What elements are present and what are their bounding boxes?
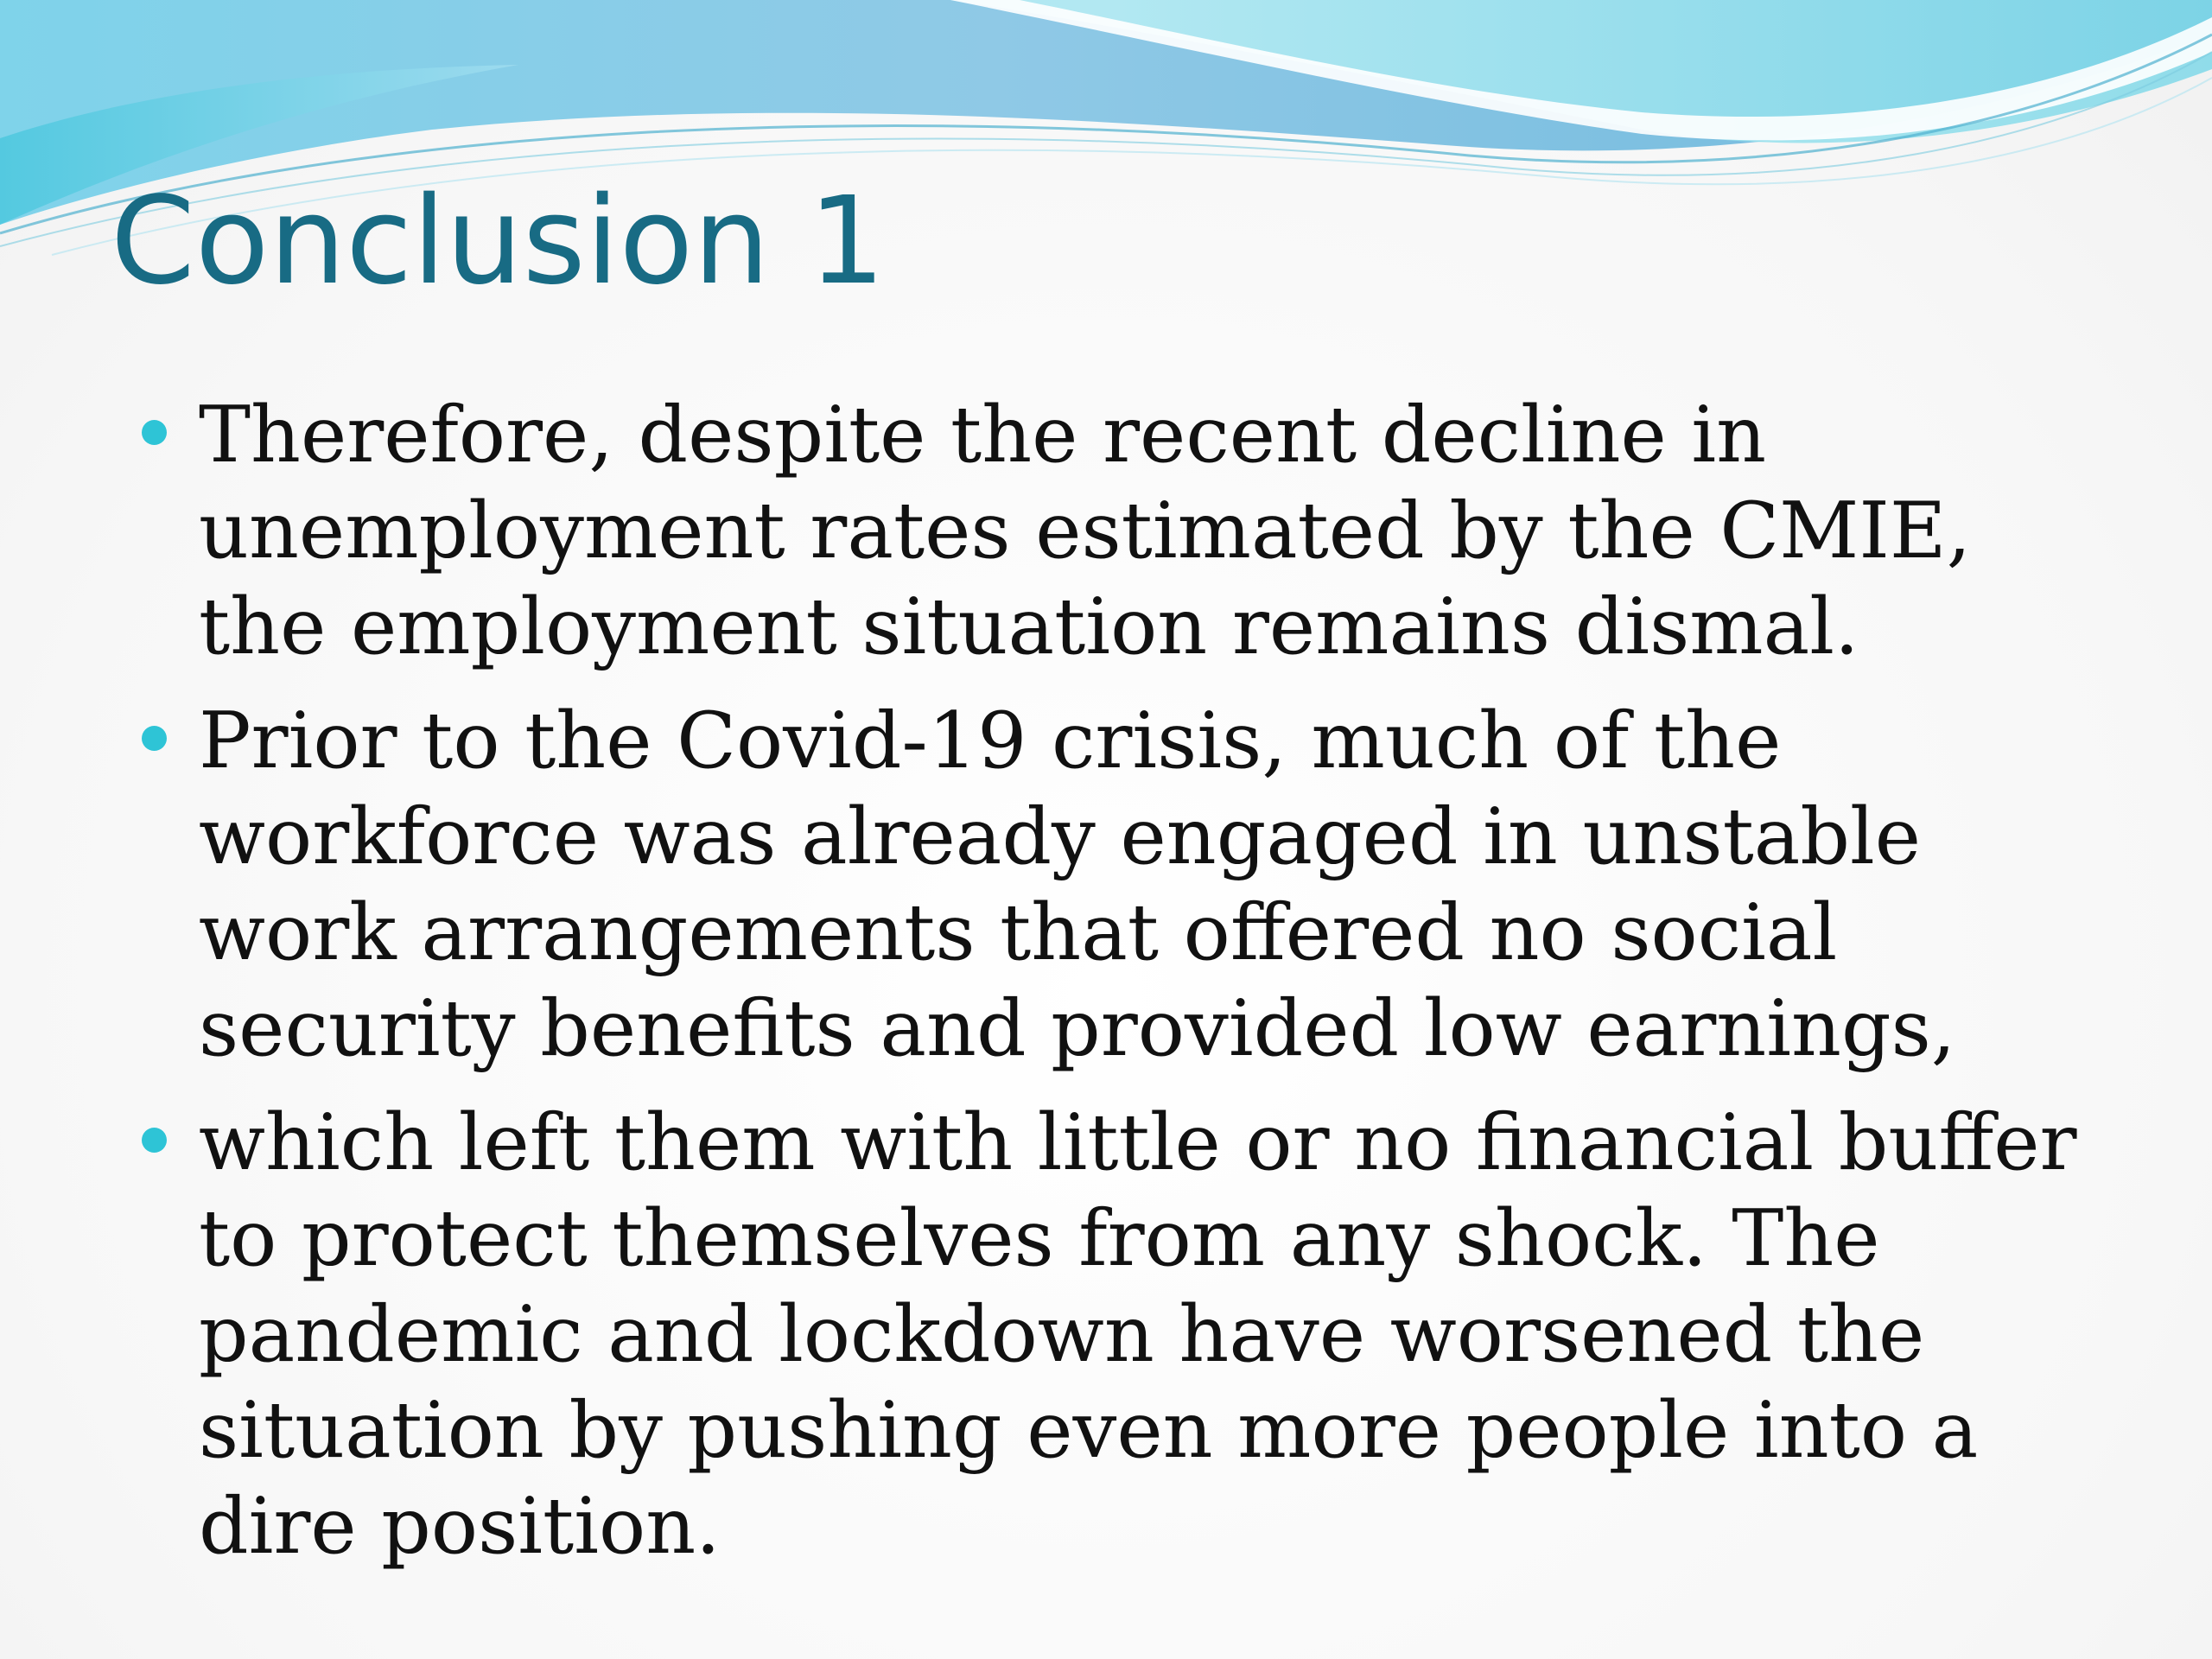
bullet-text: Prior to the Covid-19 crisis, much of the workforce was already engaged in unstable work arrangements that offered no social security benefits and provided low earnings, [199,696,1956,1074]
bullet-list [138,387,2108,1592]
bullet-text: which left them with little or no financial buffer to protect themselves from any shock. The pandemic and lockdown have worsened the situation by pushing even more people into a dire position. [199,1097,2077,1572]
bullet-item [138,387,2108,675]
bullet-dot-icon [142,1128,167,1153]
slide-title: Conclusion 1 [111,171,886,312]
bullet-item [138,693,2108,1077]
bullet-dot-icon [142,726,167,751]
bullet-text: Therefore, despite the recent decline in unemployment rates estimated by the CMIE, the employment situation remains dismal. [199,390,1972,672]
bullet-dot-icon [142,420,167,445]
bullet-item [138,1095,2108,1574]
